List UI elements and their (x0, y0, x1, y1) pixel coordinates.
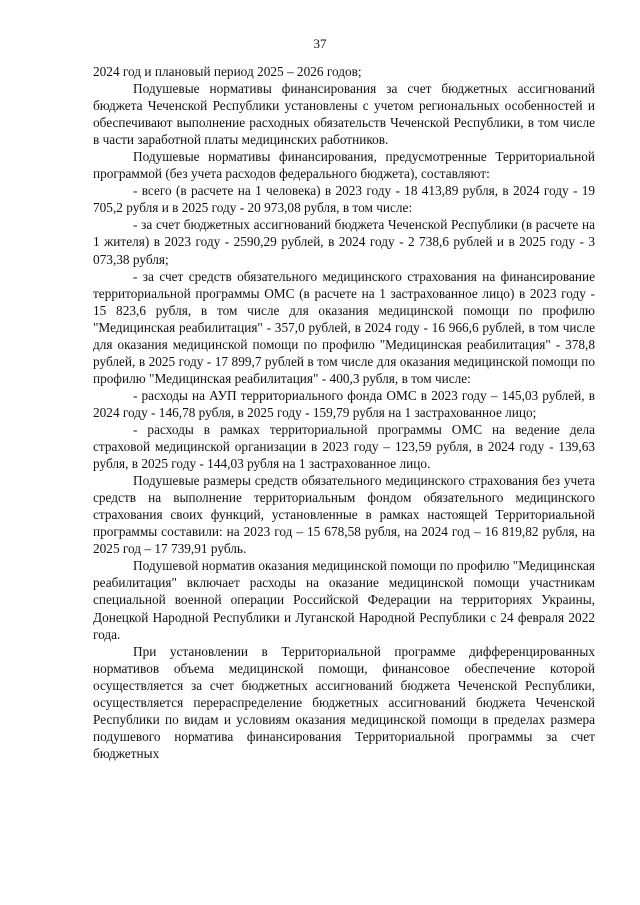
page-number: 37 (313, 36, 327, 51)
list-item-republic-budget: - за счет бюджетных ассигнований бюджета Чеченской Республики (в расчете на 1 жителя) в 2023 году - 2590,29 рублей, в 2024 году - 2 738,6 рублей и в 2025 году - 3 073,38 рубля; (93, 217, 595, 267)
list-item-aup-expenses: - расходы на АУП территориального фонда ОМС в 2023 году – 145,03 рублей, в 2024 году - 146,78 рубля, в 2025 году - 159,79 рубля на 1 застрахованное лицо; (93, 387, 595, 420)
paragraph-regional-standards: Подушевые нормативы финансирования за счет бюджетных ассигнований бюджета Чеченской Республики установлены с учетом региональных особенностей и обеспечивают выполнение расходных обязательств Чеченской Республики, в том числе в части заработной платы медицинских работников. (93, 81, 595, 148)
document-body (93, 63, 595, 762)
paragraph-per-capita-standards: Подушевые нормативы финансирования, предусмотренные Территориальной программой (без учета расходов федерального бюджета), составляют: (93, 149, 595, 182)
list-item-insurance-org-expenses: - расходы в рамках территориальной программы ОМС на ведение дела страховой медицинской организации в 2023 году – 123,59 рубля, в 2024 году - 139,63 рубля, в 2025 году - 144,03 рубля на 1 застрахованное лицо. (93, 421, 595, 472)
list-item-oms-funds: - за счет средств обязательного медицинского страхования на финансирование территориальной программы ОМС (в расчете на 1 застрахованное лицо) в 2023 году - 15 823,6 рубля, в том числе для оказания медицинской помощи по профилю "Медицинская реабилитация" - 357,0 рублей, в 2024 году - 16 966,6 рублей, в том числе для оказания медицинской помощи по профилю "Медицинская реабилитация" - 378,8 рублей, в 2025 году - 17 899,7 рублей в том числе для оказания медицинской помощи по профилю "Медицинская реабилитация" - 400,3 рубля, в том числе: (93, 268, 595, 386)
paragraph-rehabilitation: Подушевой норматив оказания медицинской помощи по профилю "Медицинская реабилитация" включает расходы на оказание медицинской помощи участникам специальной военной операции Российской Федерации на территориях Украины, Донецкой Народной Республики и Луганской Народной Республики с 24 февраля 2022 года. (93, 558, 595, 642)
paragraph-oms-sizes: Подушевые размеры средств обязательного медицинского страхования без учета средств на выполнение территориальным фондом обязательного медицинского страхования своих функций, установленные в рамках настоящей Территориальной программы составили: на 2023 год – 15 678,58 рубля, на 2024 год – 16 819,82 рубля, на 2025 год – 17 739,91 рубль. (93, 473, 595, 557)
paragraph-continuation: 2024 год и плановый период 2025 – 2026 годов; (93, 64, 362, 79)
paragraph-differentiated-standards: При установлении в Территориальной программе дифференцированных нормативов объема медицинской помощи, финансовое обеспечение которой осуществляется за счет бюджетных ассигнований бюджета Чеченской Республики, осуществляется перераспределение бюджетных ассигнований бюджета Чеченской Республики по видам и условиям оказания медицинской помощи в пределах размера подушевого норматива финансирования Территориальной программы за счет бюджетных (93, 643, 595, 761)
list-item-total: - всего (в расчете на 1 человека) в 2023 году - 18 413,89 рубля, в 2024 году - 19 705,2 рубля и в 2025 году - 20 973,08 рубля, в том числе: (93, 183, 595, 216)
